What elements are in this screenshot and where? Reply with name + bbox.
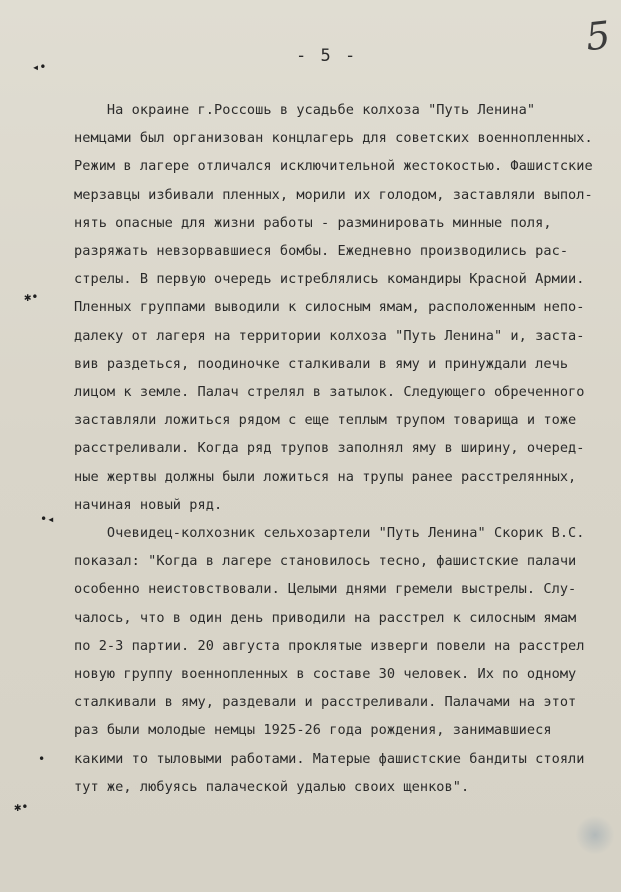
text-line: сталкивали в яму, раздевали и расстреливали. Палачами на этот [74, 694, 577, 711]
text-line: какими то тыловыми работами. Матерые фашистские бандиты стояли [74, 750, 585, 767]
text-line: показал: "Когда в лагере становилось тесно, фашистские палачи [74, 553, 577, 570]
text-line: На окраине г.Россошь в усадьбе колхоза "Путь Ленина" [74, 102, 536, 118]
text-line: по 2-3 партии. 20 августа проклятые изверги повели на расстрел [74, 637, 585, 654]
margin-ink-mark: ✱• [14, 800, 29, 814]
margin-ink-mark: • [38, 752, 46, 766]
paper-stain [575, 815, 615, 855]
text-line: раз были молодые немцы 1925-26 года рождения, занимавшиеся [74, 722, 552, 739]
handwritten-page-number: 5 [583, 12, 613, 60]
text-line: особенно неистовствовали. Целыми днями гремели выстрелы. Слу- [74, 581, 577, 598]
text-line: Режим в лагере отличался исключительной жестокостью. Фашистские [74, 158, 593, 175]
text-line: разряжать невзорвавшиеся бомбы. Ежедневно производились рас- [74, 243, 569, 260]
text-line: немцами был организован концлагерь для советских военнопленных. [74, 130, 593, 147]
text-line: Пленных группами выводили к силосным ямам, расположенным непо- [74, 299, 585, 316]
text-line: тут же, любуясь палаческой удалью своих щенков". [74, 778, 470, 795]
margin-ink-mark: •◂ [40, 512, 55, 526]
text-line: мерзавцы избивали пленных, морили их голодом, заставляли выпол- [74, 186, 593, 203]
paragraph [74, 96, 621, 519]
text-line: вив раздеться, поодиночке сталкивали в яму и принуждали лечь [74, 355, 569, 372]
text-line: лицом к земле. Палач стрелял в затылок. Следующего обреченного [74, 384, 585, 401]
text-line: далеку от лагеря на территории колхоза "Путь Ленина" и, заста- [74, 327, 585, 344]
text-line: чалось, что в один день приводили на расстрел к силосным ямам [74, 609, 577, 626]
text-line: начиная новый ряд. [74, 496, 223, 513]
paragraph [74, 519, 621, 801]
page-number: - 5 - [296, 46, 358, 66]
text-line: стрелы. В первую очередь истреблялись командиры Красной Армии. [74, 271, 585, 288]
document-body [74, 96, 621, 801]
margin-ink-mark: ◂• [32, 60, 47, 74]
text-line: новую группу военнопленных в составе 30 человек. Их по одному [74, 666, 577, 683]
text-line: Очевидец-колхозник сельхозартели "Путь Ленина" Скорик В.С. [74, 525, 585, 542]
text-line: ные жертвы должны были ложиться на трупы ранее расстрелянных, [74, 468, 577, 485]
margin-ink-mark: ✱• [24, 290, 39, 304]
text-line: расстреливали. Когда ряд трупов заполнял яму в ширину, очеред- [74, 440, 585, 457]
text-line: нять опасные для жизни работы - разминировать минные поля, [74, 214, 552, 231]
text-line: заставляли ложиться рядом с еще теплым трупом товарища и тоже [74, 412, 577, 429]
